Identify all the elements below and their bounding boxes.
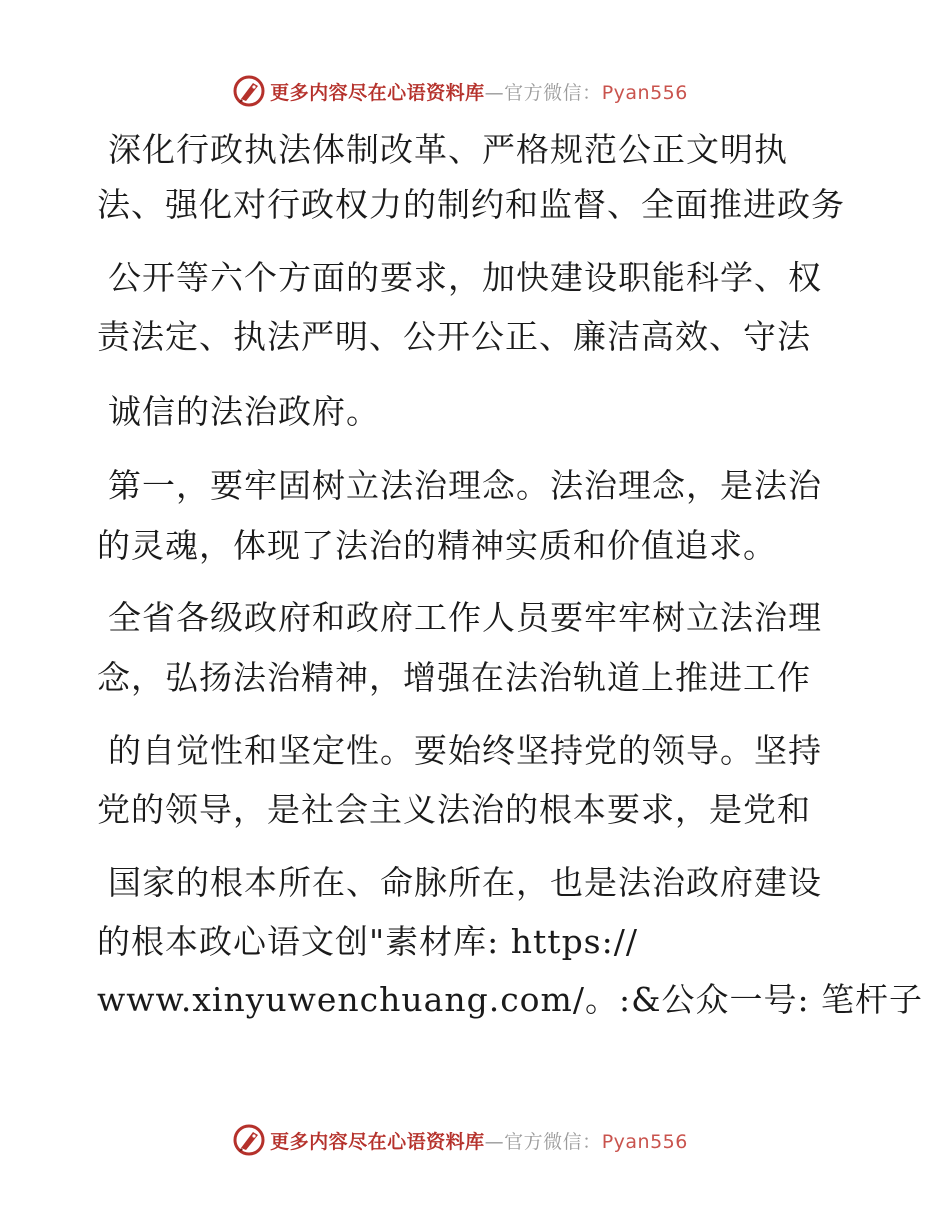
paragraph-line: www.xinyuwenchuang.com/。:&公众一号: 笔杆子 — [97, 980, 924, 1019]
paragraph-line: 全省各级政府和政府工作人员要牢牢树立法治理 — [108, 598, 822, 637]
paragraph-line: 党的领导，是社会主义法治的根本要求，是党和 — [97, 790, 811, 829]
banner-wechat-label: 官方微信： — [504, 81, 602, 104]
paragraph-line: 诚信的法治政府。 — [108, 392, 380, 431]
pen-nib-logo-icon — [232, 1123, 266, 1157]
paragraph-line: 公开等六个方面的要求，加快建设职能科学、权 — [108, 258, 822, 297]
banner-site-name: 更多内容尽在心语资料库 — [270, 81, 485, 104]
footer-watermark-banner — [0, 1120, 950, 1160]
paragraph-line: 的根本政心语文创"素材库: https:// — [97, 922, 638, 961]
paragraph-line: 深化行政执法体制改革、严格规范公正文明执 — [108, 130, 788, 169]
banner-dash: — — [484, 1130, 505, 1153]
banner-dash: — — [484, 81, 505, 104]
banner-wechat-handle: Pyan556 — [601, 1130, 688, 1153]
banner-wechat-label: 官方微信： — [504, 1130, 602, 1153]
banner-content — [232, 74, 688, 108]
pen-nib-logo-icon — [232, 74, 266, 108]
banner-text — [270, 78, 688, 105]
header-watermark-banner — [0, 71, 950, 111]
banner-content — [232, 1123, 688, 1157]
paragraph-line: 国家的根本所在、命脉所在，也是法治政府建设 — [108, 863, 822, 902]
paragraph-line: 第一，要牢固树立法治理念。法治理念，是法治 — [108, 466, 822, 505]
paragraph-line: 法、强化对行政权力的制约和监督、全面推进政务 — [97, 185, 845, 224]
paragraph-line: 的灵魂，体现了法治的精神实质和价值追求。 — [97, 526, 777, 565]
paragraph-line: 念，弘扬法治精神，增强在法治轨道上推进工作 — [97, 658, 811, 697]
banner-wechat-handle: Pyan556 — [601, 81, 688, 104]
paragraph-line: 责法定、执法严明、公开公正、廉洁高效、守法 — [97, 317, 811, 356]
banner-site-name: 更多内容尽在心语资料库 — [270, 1130, 485, 1153]
paragraph-line: 的自觉性和坚定性。要始终坚持党的领导。坚持 — [108, 731, 822, 770]
banner-text — [270, 1127, 688, 1154]
